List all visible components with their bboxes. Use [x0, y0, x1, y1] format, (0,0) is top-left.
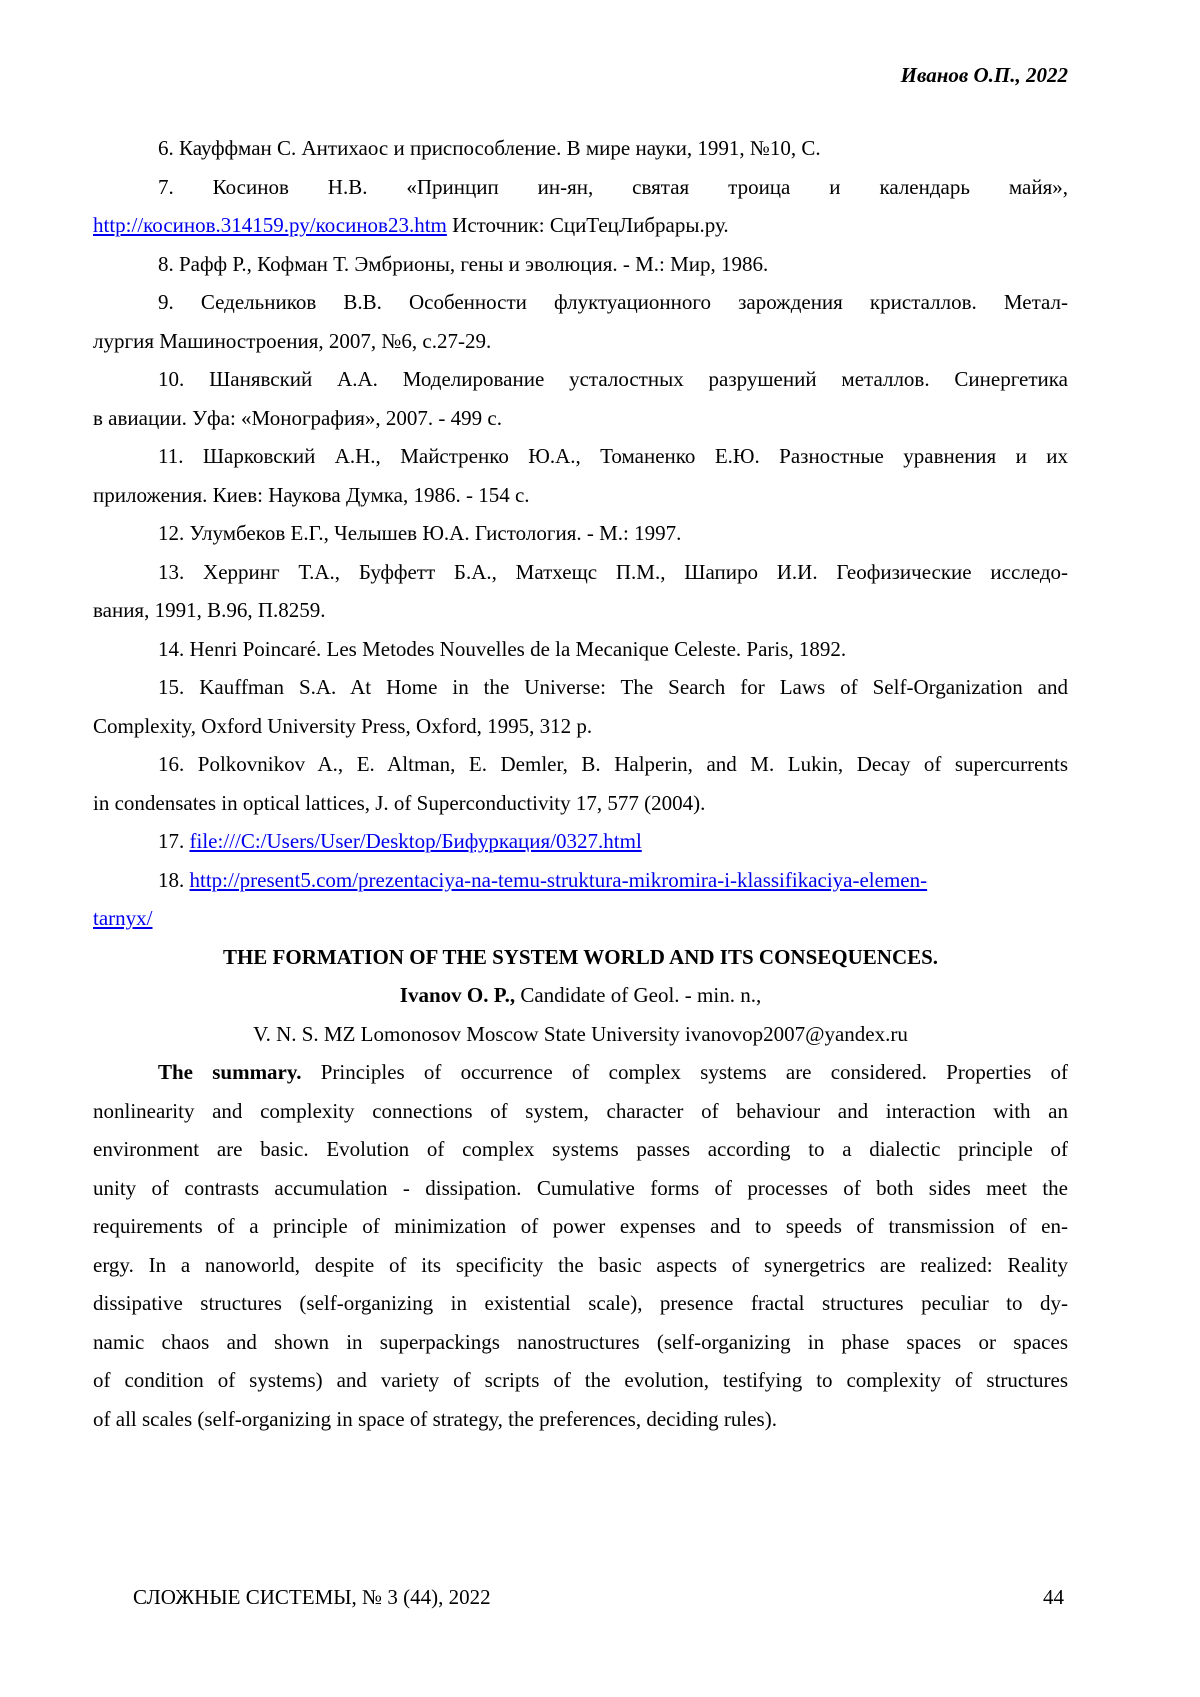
summary-label: The summary. [158, 1060, 302, 1084]
summary-line-3: environment are basic. Evolution of complex systems passes according to a dialectic principle of [93, 1137, 1068, 1161]
summary-line-7: dissipative structures (self-organizing in existential scale), presence fractal structures peculiar to dy- [93, 1291, 1068, 1315]
article-affiliation: V. N. S. MZ Lomonosov Moscow State University ivanovop2007@yandex.ru [253, 1021, 908, 1046]
reference-11-line-2: приложения. Киев: Наукова Думка, 1986. - 154 с. [93, 482, 530, 507]
reference-17 [93, 822, 1068, 861]
author-name: Ivanov O. P., [399, 983, 516, 1007]
reference-18-link-part-1[interactable]: http://present5.com/prezentaciya-na-temu-struktura-mikromira-i-klassifikaciya-elemen- [189, 867, 928, 892]
reference-16-line-1: 16. Polkovnikov A., E. Altman, E. Demler, B. Halperin, and M. Lukin, Decay of supercurrents [158, 752, 1068, 776]
reference-10-line-2: в авиации. Уфа: «Монография», 2007. - 499 с. [93, 405, 502, 430]
references-and-abstract [93, 129, 1068, 1438]
reference-16-line-2: in condensates in optical lattices, J. of Superconductivity 17, 577 (2004). [93, 790, 706, 815]
summary-line-8: namic chaos and shown in superpackings nanostructures (self-organizing in phase spaces or spaces [93, 1329, 1068, 1354]
summary-line-9: of condition of systems) and variety of scripts of the evolution, testifying to complexity of structures [93, 1368, 1068, 1392]
reference-13-line-2: вания, 1991, В.96, П.8259. [93, 598, 326, 622]
reference-6: 6. Кауффман С. Антихаос и приспособление. В мире науки, 1991, №10, С. [158, 136, 821, 160]
reference-9-line-2: лургия Машиностроения, 2007, №6, с.27-29. [93, 328, 492, 353]
page-number: 44 [1043, 1585, 1064, 1609]
reference-15-line-1: 15. Kauffman S.A. At Home in the Universe: The Search for Laws of Self-Organization and [158, 675, 1068, 699]
reference-18-line-1 [93, 861, 1068, 900]
reference-18-line-2 [93, 899, 1068, 938]
reference-7-link[interactable]: http://косинов.314159.ру/косинов23.htm [93, 213, 447, 237]
reference-9-line-1: 9. Седельников В.В. Особенности флуктуационного зарождения кристаллов. Метал- [158, 290, 1068, 314]
reference-15-line-2: Complexity, Oxford University Press, Oxford, 1995, 312 p. [93, 713, 593, 738]
reference-7-line-1: 7. Косинов Н.В. «Принцип ин-ян, святая троица и календарь майя», [158, 174, 1068, 199]
reference-7-source-text: Источник: СциТецЛибрары.ру. [446, 213, 729, 237]
running-header-author-year: Иванов О.П., 2022 [900, 63, 1068, 87]
reference-7-line-2 [93, 206, 1068, 245]
page-footer [93, 1578, 1068, 1616]
reference-14: 14. Henri Poincaré. Les Metodes Nouvelles de la Mecanique Celeste. Paris, 1892. [158, 636, 847, 661]
summary-line-2: nonlinearity and complexity connections of system, character of behaviour and interaction with an [93, 1098, 1068, 1123]
summary-first-line-text: Principles of occurrence of complex systems are considered. Properties of [301, 1060, 1068, 1084]
summary-line-5: requirements of a principle of minimization of power expenses and to speeds of transmission of en- [93, 1214, 1068, 1238]
reference-13-line-1: 13. Херринг Т.А., Буффетт Б.А., Матхещс П.М., Шапиро И.И. Геофизические исследо- [158, 559, 1068, 584]
summary-line-4: unity of contrasts accumulation - dissipation. Cumulative forms of processes of both sides meet the [93, 1175, 1068, 1200]
reference-17-number: 17. [158, 829, 190, 853]
summary-line-6: ergy. In a nanoworld, despite of its specificity the basic aspects of synergetrics are realized: Reality [93, 1252, 1068, 1277]
reference-18-number: 18. [158, 867, 190, 892]
reference-10-line-1: 10. Шанявский А.А. Моделирование усталостных разрушений металлов. Синергетика [158, 367, 1068, 391]
reference-8: 8. Рафф Р., Кофман Т. Эмбрионы, гены и эволюция. - М.: Мир, 1986. [158, 251, 769, 276]
reference-17-link[interactable]: file:///C:/Users/User/Desktop/Бифуркация/0327.html [189, 829, 642, 853]
summary-line-10: of all scales (self-organizing in space of strategy, the preferences, deciding rules). [93, 1406, 777, 1431]
article-author-line [93, 976, 1068, 1015]
reference-18-link-part-2[interactable]: tarnyx/ [93, 906, 153, 930]
author-degree: Candidate of Geol. - min. n., [515, 983, 762, 1007]
reference-12: 12. Улумбеков Е.Г., Челышев Ю.А. Гистология. - М.: 1997. [158, 521, 682, 545]
reference-11-line-1: 11. Шарковский А.Н., Майстренко Ю.А., Томаненко Е.Ю. Разностные уравнения и их [158, 444, 1068, 468]
summary-line-1 [93, 1053, 1068, 1092]
article-title: THE FORMATION OF THE SYSTEM WORLD AND ITS CONSEQUENCES. [222, 944, 939, 969]
journal-footer: СЛОЖНЫЕ СИСТЕМЫ, № 3 (44), 2022 [133, 1585, 491, 1609]
